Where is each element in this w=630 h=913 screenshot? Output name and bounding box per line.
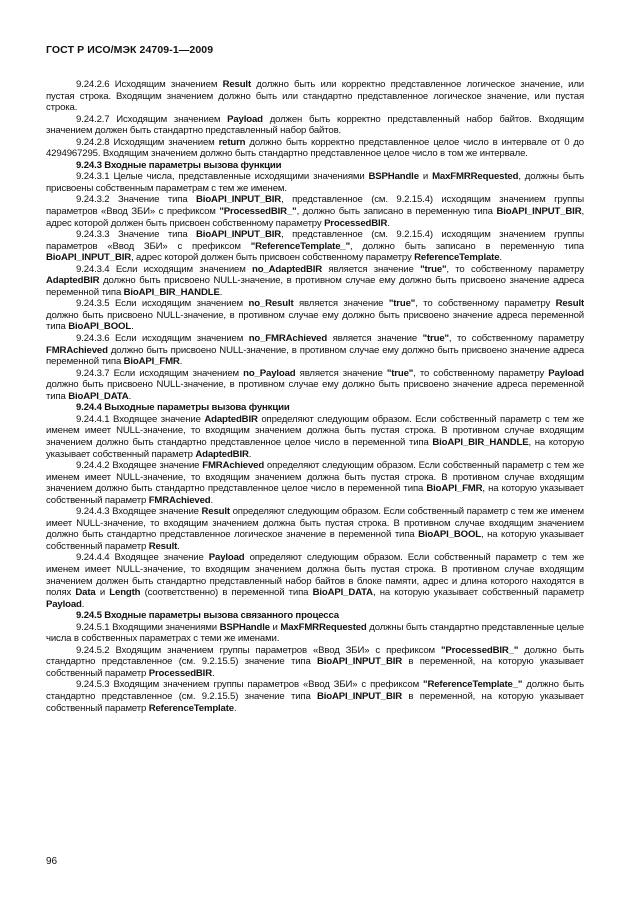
text-run: 9.24.4.3 Входящее значение: [76, 506, 202, 518]
bold-term: Data: [75, 587, 96, 599]
paragraph: [46, 368, 584, 403]
text-run: , должно быть записано в переменную типа: [349, 240, 584, 252]
text-run: , на которую указывает собственный параметр: [46, 436, 584, 460]
bold-term: ProcessedBIR: [148, 667, 212, 679]
paragraph: [46, 414, 584, 460]
section-heading: [46, 160, 584, 172]
paragraph: [46, 298, 584, 333]
text-run: , то собственному параметру: [415, 298, 556, 310]
text-run: должно быть присвоено NULL-значение, в противном случае ему должно быть присвоено значение адреса переменной типа: [46, 379, 584, 402]
bold-term: Result: [148, 540, 178, 552]
paragraph: [46, 171, 584, 194]
bold-term: ReferenceTemplate: [148, 702, 234, 714]
bold-term: AdaptedBIR: [195, 448, 249, 460]
text-run: .: [211, 667, 215, 679]
text-run: , то собственному параметру: [448, 333, 584, 345]
bold-term: no_AdaptedBIR: [252, 263, 323, 275]
text-run: определяют следующим образом. Если собственный параметр с тем же именем имеет NULL-значение, то входящим значением должна быть пустая строка. В противном случае входящим значением должно быть стандартно представленное логическое значение в переменной типа: [46, 506, 585, 541]
paragraph: [46, 645, 584, 680]
text-run: 9.24.2.8 Исходящим значением: [76, 136, 219, 148]
text-run: в переменной, на которую указывает собственный параметр: [46, 656, 584, 679]
bold-term: Result: [555, 298, 585, 310]
text-run: 9.24.4.1 Входящее значение: [76, 413, 205, 425]
paragraph: [46, 137, 584, 160]
bold-term: FMRAchieved: [202, 460, 265, 472]
text-run: .: [81, 598, 85, 610]
bold-term: "true": [386, 367, 414, 379]
bold-term: "true": [388, 298, 416, 310]
text-run: 9.24.4.4 Входящее значение: [76, 552, 209, 564]
text-run: должно быть стандартно представленное (см. 9.2.15.5) значение типа: [46, 644, 584, 668]
bold-term: BioAPI_DATA: [312, 587, 373, 599]
text-run: 9.24.3.4 Если исходящим значением: [76, 263, 253, 275]
paragraph: [46, 679, 584, 714]
text-run: 9.24.3.6 Если исходящим значением: [76, 333, 249, 345]
text-run: .: [387, 217, 390, 229]
bold-term: ReferenceTemplate: [414, 252, 500, 264]
text-run: в переменной, на которую указывает собственный параметр: [46, 690, 584, 714]
text-run: , адрес которой должен быть присвоен собственному параметру: [46, 206, 584, 229]
paragraph: [46, 460, 584, 506]
bold-term: "true": [420, 263, 447, 275]
bold-term: "ReferenceTemplate_": [250, 240, 350, 252]
bold-term: BioAPI_DATA: [68, 390, 129, 402]
text-run: является значение: [295, 367, 387, 379]
text-run: , на которую указывает собственный параметр: [46, 529, 584, 552]
text-run: определяют следующим образом. Если собственный параметр с тем же именем имеет NULL-значение, то входящим значением должна быть пустая строка. В противном случае входящим значением должен быть стандартно представленный набор байтов в блоке памяти, адрес и длина которого находятся в полях: [46, 552, 585, 599]
bold-term: "ReferenceTemplate_": [423, 679, 523, 691]
paragraph: [46, 229, 584, 264]
text-run: должно быть или корректно представленное логическое значение, или пустая строка. Входящим значением должно быть или стандартно представленное логическое значение, или пустая строка.: [46, 79, 584, 114]
bold-term: BioAPI_FMR: [123, 356, 180, 368]
text-run: и: [95, 587, 110, 599]
bold-term: Payload: [227, 113, 263, 125]
text-run: , то собственному параметру: [446, 263, 584, 275]
paragraph: [46, 194, 584, 229]
text-run: .: [219, 286, 223, 298]
bold-term: Payload: [548, 367, 585, 379]
text-run: 9.24.5.1 Входящими значениями: [76, 621, 220, 633]
text-run: 9.24.4.2 Входящее значение: [76, 460, 203, 472]
paragraph: [46, 506, 584, 552]
bold-term: ProcessedBIR: [324, 217, 388, 229]
text-run: должны быть стандартно представленные целые числа в собственных параметрах с теми же именами.: [46, 621, 584, 645]
text-run: .: [233, 702, 237, 714]
text-run: , должны быть присвоены собственным параметрам с тем же именем.: [46, 171, 584, 194]
text-run: и: [418, 171, 433, 183]
bold-term: Payload: [208, 552, 245, 564]
text-run: 9.24.5.3 Входящим значением группы параметров «Ввод ЗБИ» с префиксом: [76, 679, 424, 691]
text-run: 9.24.3.7 Если исходящим значением: [76, 367, 244, 379]
text-run: .: [131, 321, 134, 333]
bold-term: BioAPI_BIR_HANDLE: [432, 436, 529, 448]
text-run: должно быть присвоено NULL-значение, в противном случае ему должно быть присвоено значение адреса переменной типа: [46, 275, 584, 298]
bold-term: BioAPI_INPUT_BIR: [317, 656, 403, 668]
text-run: является значение: [322, 263, 421, 275]
bold-term: no_Result: [248, 298, 294, 310]
bold-term: BioAPI_INPUT_BIR: [196, 194, 282, 206]
bold-term: BioAPI_INPUT_BIR: [496, 206, 582, 218]
bold-term: MaxFMRRequested: [280, 621, 367, 633]
text-run: 9.24.2.6 Исходящим значением: [76, 79, 223, 90]
text-run: , адрес которой должен быть присвоен собственному параметру: [131, 252, 415, 264]
text-run: , на которую указывает собственный параметр: [46, 483, 584, 506]
text-run: 9.24.3.2 Значение типа: [76, 194, 197, 206]
paragraph: [46, 552, 584, 610]
text-run: (соответственно) в переменной типа: [140, 587, 313, 599]
text-run: должно быть стандартно представленное (см. 9.2.15.5) значение типа: [46, 679, 584, 702]
bold-term: "ProcessedBIR_": [441, 644, 519, 656]
bold-term: Payload: [46, 598, 82, 610]
text-run: 9.24.3.3 Значение типа: [76, 229, 197, 241]
bold-term: no_FMRAchieved: [248, 333, 328, 345]
text-run: и: [269, 621, 281, 633]
page-number: 96: [46, 856, 58, 867]
text-run: определяют следующим образом. Если собственный параметр с тем же именем имеет NULL-значение, то входящим значением должна быть пустая строка. В противном случае входящим значением должно быть стандартно представленное целое число в переменной типа: [46, 413, 584, 448]
bold-term: BSPHandle: [368, 171, 419, 183]
text-run: должно быть корректно представленное целое число в интервале от 0 до 4294967295. Входящим значением должно быть стандартно представленное целое число в том же интервале.: [46, 136, 584, 160]
bold-term: MaxFMRRequested: [432, 171, 519, 183]
text-run: определяют следующим образом. Если собственный параметр с тем же именем имеет NULL-значение, то входящим значением должна быть пустая строка. В противном случае входящим значением должно быть стандартно представленное целое число в переменной типа: [46, 460, 585, 495]
bold-term: FMRAchieved: [46, 344, 108, 356]
text-run: , то собственному параметру: [413, 367, 549, 379]
section-heading: [46, 402, 584, 414]
text-run: должен быть корректно представленный набор байтов. Входящим значением должен быть стандартно представленный набор байтов.: [46, 113, 584, 137]
bold-term: no_Payload: [243, 367, 296, 379]
bold-term: FMRAchieved: [148, 494, 211, 506]
document-body: [46, 79, 584, 714]
paragraph: [46, 622, 584, 645]
bold-term: "ProcessedBIR_": [219, 206, 297, 218]
text-run: .: [177, 540, 180, 552]
bold-term: BioAPI_INPUT_BIR: [46, 252, 132, 264]
text-run: 9.24.5 Входные параметры вызова связанного процесса: [76, 610, 339, 622]
text-run: , представленное (см. 9.2.15.4) исходящим значением группы параметров «Ввод ЗБИ» с префиксом: [46, 194, 584, 218]
bold-term: AdaptedBIR: [46, 275, 100, 287]
bold-term: BioAPI_INPUT_BIR: [196, 229, 282, 241]
paragraph: [46, 264, 584, 299]
bold-term: BioAPI_BOOL: [68, 321, 132, 333]
document-header: ГОСТ Р ИСО/МЭК 24709-1—2009: [46, 44, 214, 56]
text-run: 9.24.2.7 Исходящим значением: [76, 113, 228, 125]
text-run: является значение: [293, 298, 389, 310]
paragraph: [46, 79, 584, 114]
bold-term: AdaptedBIR: [204, 413, 258, 425]
text-run: 9.24.5.2 Входящим значением группы параметров «Ввод ЗБИ» с префиксом: [76, 644, 442, 656]
text-run: 9.24.4 Выходные параметры вызова функции: [76, 402, 290, 414]
bold-term: Result: [201, 506, 230, 518]
bold-term: Length: [109, 587, 141, 599]
text-run: , представленное (см. 9.2.15.4) исходящим значением группы параметров «Ввод ЗБИ» с префиксом: [46, 229, 584, 252]
paragraph: [46, 114, 584, 137]
section-heading: [46, 610, 584, 622]
bold-term: BioAPI_FMR: [426, 483, 483, 495]
text-run: должно быть присвоено NULL-значение, в противном случае ему должно быть присвоено значение адреса переменной типа: [46, 344, 584, 368]
bold-term: BioAPI_INPUT_BIR: [317, 690, 403, 702]
text-run: .: [179, 356, 183, 368]
text-run: должно быть присвоено NULL-значение, в противном случае ему должно быть присвоено значение адреса переменной типа: [46, 309, 584, 333]
bold-term: "true": [422, 333, 449, 345]
text-run: .: [248, 448, 252, 460]
text-run: является значение: [327, 333, 423, 345]
text-run: , должно быть записано в переменную типа: [296, 206, 497, 218]
paragraph: [46, 333, 584, 368]
text-run: .: [499, 252, 502, 264]
bold-term: BioAPI_BIR_HANDLE: [123, 286, 220, 298]
text-run: 9.24.3.5 Если исходящим значением: [76, 298, 249, 310]
text-run: .: [128, 390, 132, 402]
text-run: 9.24.3 Входные параметры вызова функции: [76, 159, 282, 171]
bold-term: BioAPI_BOOL: [418, 529, 481, 541]
bold-term: return: [218, 136, 246, 148]
bold-term: Result: [222, 79, 251, 90]
text-run: .: [210, 494, 214, 506]
text-run: 9.24.3.1 Целые числа, представленные исходящими значениями: [76, 171, 369, 183]
text-run: , на которую указывает собственный параметр: [372, 587, 584, 599]
bold-term: BSPHandle: [219, 621, 270, 633]
